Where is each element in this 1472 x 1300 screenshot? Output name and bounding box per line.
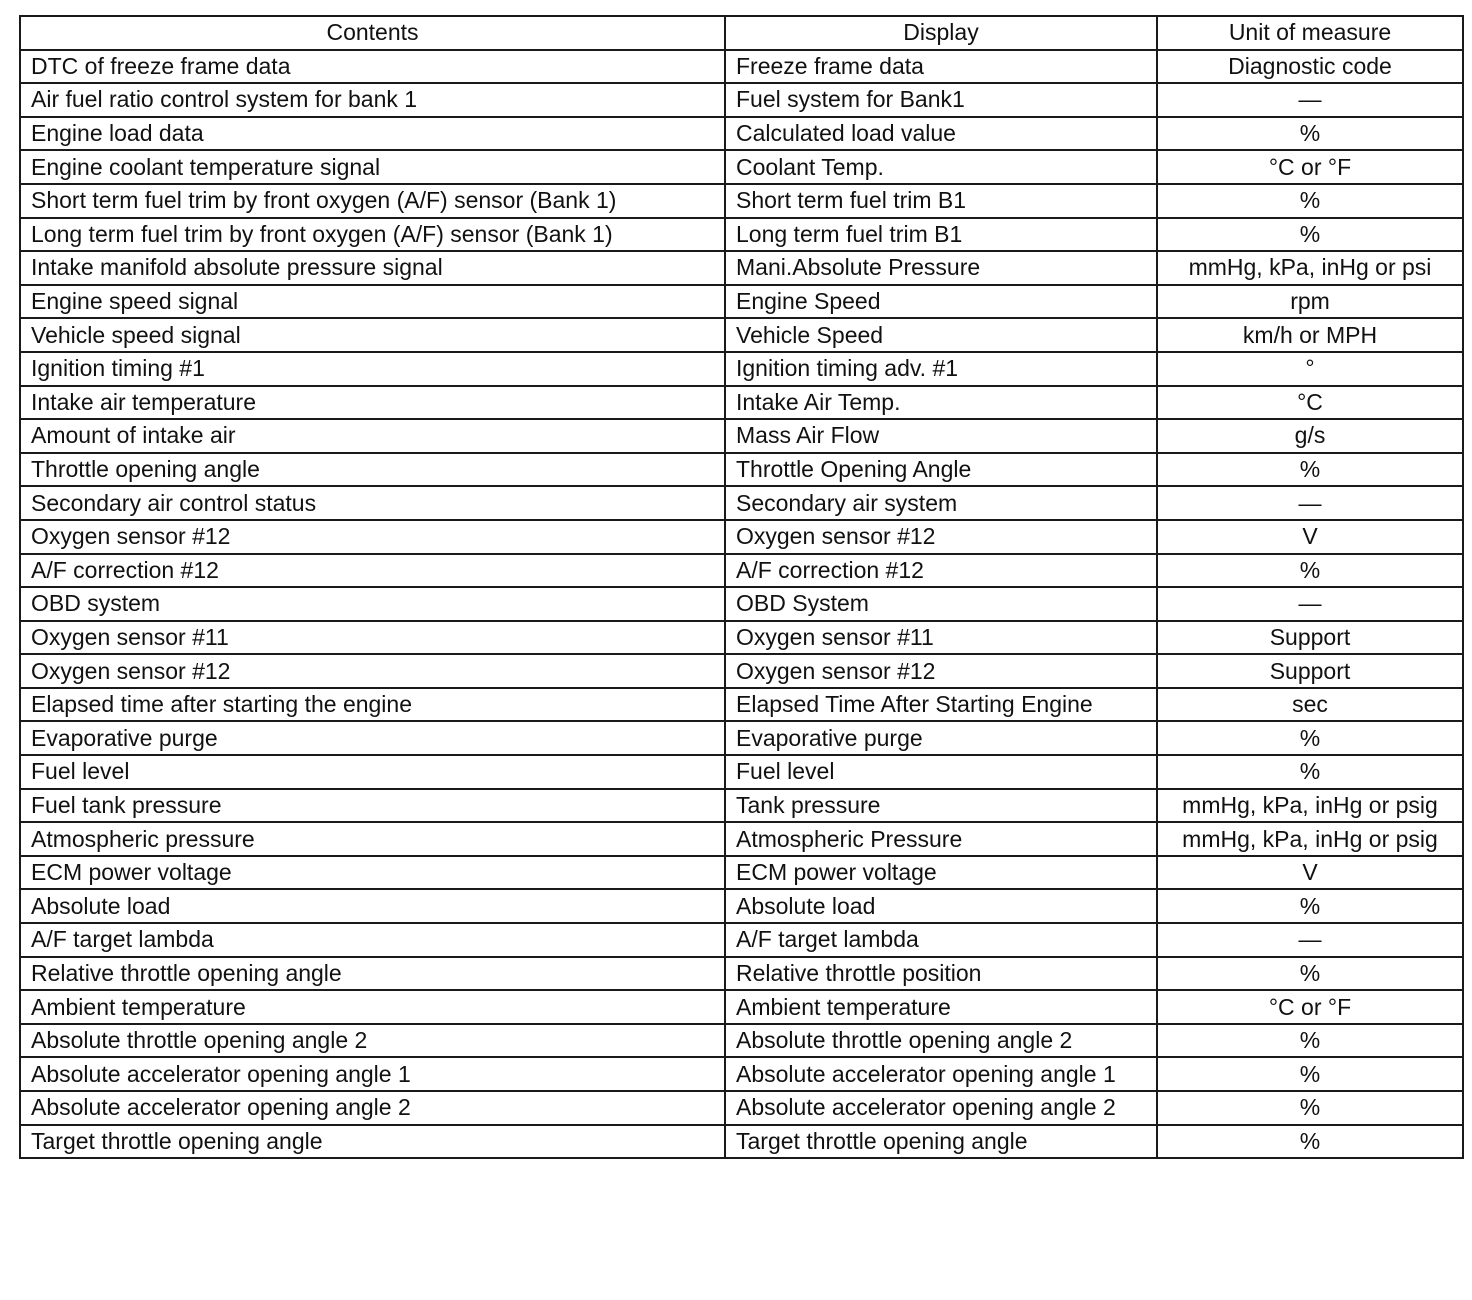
cell-unit: Diagnostic code	[1157, 50, 1463, 84]
cell-unit: %	[1157, 1024, 1463, 1058]
cell-unit: %	[1157, 453, 1463, 487]
cell-contents: DTC of freeze frame data	[20, 50, 725, 84]
cell-contents: Engine speed signal	[20, 285, 725, 319]
cell-contents: Ignition timing #1	[20, 352, 725, 386]
cell-display: Absolute accelerator opening angle 2	[725, 1091, 1157, 1125]
cell-contents: Engine load data	[20, 117, 725, 151]
cell-display: Oxygen sensor #12	[725, 520, 1157, 554]
cell-contents: Engine coolant temperature signal	[20, 150, 725, 184]
cell-unit: %	[1157, 218, 1463, 252]
cell-display: Calculated load value	[725, 117, 1157, 151]
table-row	[20, 1057, 1463, 1091]
table-row	[20, 822, 1463, 856]
table-row	[20, 352, 1463, 386]
cell-unit: %	[1157, 184, 1463, 218]
header-row	[20, 16, 1463, 50]
cell-display: Evaporative purge	[725, 721, 1157, 755]
cell-contents: Intake manifold absolute pressure signal	[20, 251, 725, 285]
cell-unit: Support	[1157, 654, 1463, 688]
cell-display: OBD System	[725, 587, 1157, 621]
cell-contents: ECM power voltage	[20, 856, 725, 890]
cell-unit: %	[1157, 755, 1463, 789]
cell-contents: Atmospheric pressure	[20, 822, 725, 856]
cell-contents: Fuel tank pressure	[20, 789, 725, 823]
cell-display: Elapsed Time After Starting Engine	[725, 688, 1157, 722]
cell-contents: Relative throttle opening angle	[20, 957, 725, 991]
cell-display: ECM power voltage	[725, 856, 1157, 890]
table-row	[20, 856, 1463, 890]
cell-display: Absolute throttle opening angle 2	[725, 1024, 1157, 1058]
cell-contents: Short term fuel trim by front oxygen (A/F) sensor (Bank 1)	[20, 184, 725, 218]
table-row	[20, 755, 1463, 789]
cell-unit: °C	[1157, 386, 1463, 420]
cell-display: Target throttle opening angle	[725, 1125, 1157, 1159]
cell-display: Relative throttle position	[725, 957, 1157, 991]
table-row	[20, 889, 1463, 923]
cell-unit: Support	[1157, 621, 1463, 655]
cell-contents: Evaporative purge	[20, 721, 725, 755]
table-row	[20, 621, 1463, 655]
cell-unit: %	[1157, 1057, 1463, 1091]
table-row	[20, 285, 1463, 319]
cell-contents: Throttle opening angle	[20, 453, 725, 487]
table-row	[20, 721, 1463, 755]
cell-unit: —	[1157, 486, 1463, 520]
cell-contents: Oxygen sensor #12	[20, 520, 725, 554]
cell-display: Intake Air Temp.	[725, 386, 1157, 420]
cell-contents: OBD system	[20, 587, 725, 621]
header-display: Display	[725, 16, 1157, 50]
cell-unit: %	[1157, 1125, 1463, 1159]
cell-unit: %	[1157, 889, 1463, 923]
table-header	[20, 16, 1463, 50]
cell-unit: —	[1157, 83, 1463, 117]
table-row	[20, 50, 1463, 84]
cell-display: Absolute load	[725, 889, 1157, 923]
cell-unit: km/h or MPH	[1157, 318, 1463, 352]
cell-unit: g/s	[1157, 419, 1463, 453]
cell-display: Oxygen sensor #12	[725, 654, 1157, 688]
cell-contents: Air fuel ratio control system for bank 1	[20, 83, 725, 117]
cell-unit: —	[1157, 587, 1463, 621]
cell-contents: Amount of intake air	[20, 419, 725, 453]
header-unit-of-measure: Unit of measure	[1157, 16, 1463, 50]
cell-display: Long term fuel trim B1	[725, 218, 1157, 252]
freeze-frame-table	[19, 15, 1464, 1159]
cell-unit: %	[1157, 721, 1463, 755]
table-row	[20, 453, 1463, 487]
cell-contents: Long term fuel trim by front oxygen (A/F) sensor (Bank 1)	[20, 218, 725, 252]
table-row	[20, 1091, 1463, 1125]
table-row	[20, 318, 1463, 352]
table-row	[20, 688, 1463, 722]
table-row	[20, 587, 1463, 621]
cell-display: Mass Air Flow	[725, 419, 1157, 453]
table-row	[20, 486, 1463, 520]
cell-display: Engine Speed	[725, 285, 1157, 319]
table-row	[20, 117, 1463, 151]
table-row	[20, 554, 1463, 588]
cell-contents: Oxygen sensor #12	[20, 654, 725, 688]
cell-display: A/F target lambda	[725, 923, 1157, 957]
cell-display: Coolant Temp.	[725, 150, 1157, 184]
cell-display: Tank pressure	[725, 789, 1157, 823]
cell-display: Vehicle Speed	[725, 318, 1157, 352]
cell-display: Secondary air system	[725, 486, 1157, 520]
cell-unit: %	[1157, 117, 1463, 151]
cell-unit: °C or °F	[1157, 150, 1463, 184]
cell-contents: Absolute throttle opening angle 2	[20, 1024, 725, 1058]
table-row	[20, 419, 1463, 453]
cell-unit: —	[1157, 923, 1463, 957]
cell-display: Short term fuel trim B1	[725, 184, 1157, 218]
cell-display: Throttle Opening Angle	[725, 453, 1157, 487]
header-contents: Contents	[20, 16, 725, 50]
cell-contents: Elapsed time after starting the engine	[20, 688, 725, 722]
cell-unit: mmHg, kPa, inHg or psi	[1157, 251, 1463, 285]
table-row	[20, 654, 1463, 688]
cell-unit: V	[1157, 856, 1463, 890]
cell-contents: Target throttle opening angle	[20, 1125, 725, 1159]
cell-contents: Absolute accelerator opening angle 1	[20, 1057, 725, 1091]
cell-contents: Intake air temperature	[20, 386, 725, 420]
cell-contents: A/F target lambda	[20, 923, 725, 957]
cell-unit: °C or °F	[1157, 990, 1463, 1024]
cell-display: Ambient temperature	[725, 990, 1157, 1024]
cell-contents: Vehicle speed signal	[20, 318, 725, 352]
table-row	[20, 251, 1463, 285]
cell-contents: A/F correction #12	[20, 554, 725, 588]
cell-unit: %	[1157, 1091, 1463, 1125]
cell-display: Fuel level	[725, 755, 1157, 789]
cell-contents: Absolute load	[20, 889, 725, 923]
cell-unit: V	[1157, 520, 1463, 554]
table-body	[20, 50, 1463, 1159]
cell-contents: Secondary air control status	[20, 486, 725, 520]
table-row	[20, 83, 1463, 117]
cell-unit: mmHg, kPa, inHg or psig	[1157, 789, 1463, 823]
cell-unit: °	[1157, 352, 1463, 386]
table-row	[20, 990, 1463, 1024]
cell-unit: %	[1157, 957, 1463, 991]
cell-display: Oxygen sensor #11	[725, 621, 1157, 655]
cell-contents: Absolute accelerator opening angle 2	[20, 1091, 725, 1125]
cell-contents: Fuel level	[20, 755, 725, 789]
table-row	[20, 520, 1463, 554]
table-row	[20, 1125, 1463, 1159]
cell-display: A/F correction #12	[725, 554, 1157, 588]
cell-display: Freeze frame data	[725, 50, 1157, 84]
table-row	[20, 218, 1463, 252]
table-row	[20, 957, 1463, 991]
table-row	[20, 150, 1463, 184]
table-row	[20, 789, 1463, 823]
cell-display: Mani.Absolute Pressure	[725, 251, 1157, 285]
table-row	[20, 1024, 1463, 1058]
cell-unit: %	[1157, 554, 1463, 588]
table-row	[20, 184, 1463, 218]
table-row	[20, 923, 1463, 957]
cell-display: Ignition timing adv. #1	[725, 352, 1157, 386]
table-row	[20, 386, 1463, 420]
cell-display: Fuel system for Bank1	[725, 83, 1157, 117]
cell-display: Atmospheric Pressure	[725, 822, 1157, 856]
cell-unit: rpm	[1157, 285, 1463, 319]
cell-unit: mmHg, kPa, inHg or psig	[1157, 822, 1463, 856]
cell-contents: Oxygen sensor #11	[20, 621, 725, 655]
cell-unit: sec	[1157, 688, 1463, 722]
cell-contents: Ambient temperature	[20, 990, 725, 1024]
cell-display: Absolute accelerator opening angle 1	[725, 1057, 1157, 1091]
